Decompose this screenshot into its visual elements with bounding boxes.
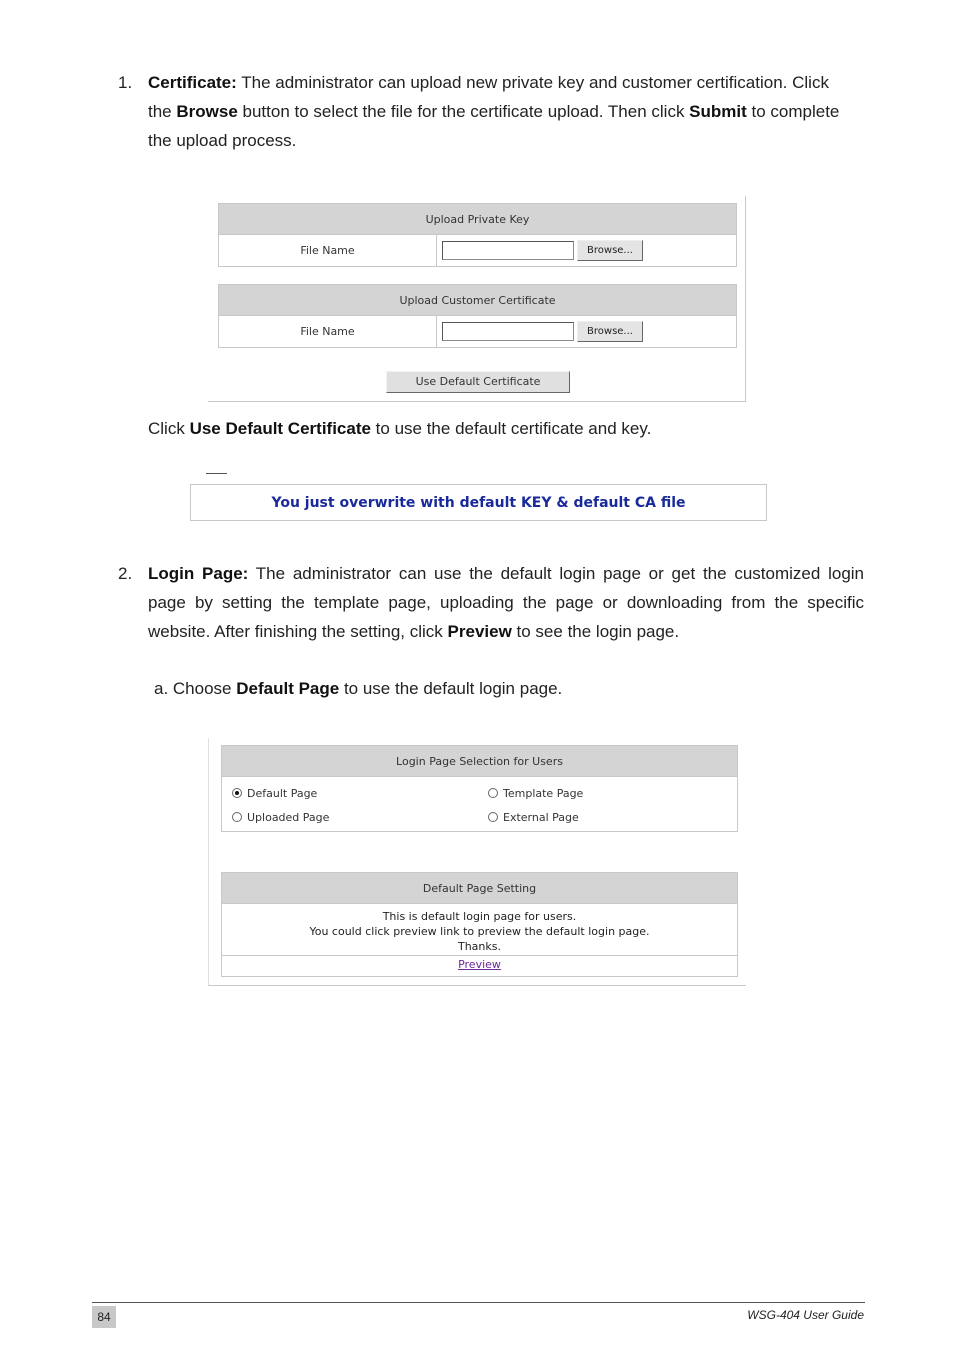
login-page-paragraph <box>148 559 864 646</box>
login-line-3 <box>148 617 864 646</box>
certificate-text-4: to complete <box>746 102 840 121</box>
upload-private-key-header: Upload Private Key <box>219 204 736 235</box>
default-page-setting-table <box>221 872 738 977</box>
login-page-lead: Login Page: <box>148 564 249 583</box>
login-text-1: The administrator can use the default login page or get the customized login <box>248 564 864 583</box>
default-page-radio[interactable] <box>232 788 242 798</box>
overwrite-decor-line <box>206 473 227 474</box>
certificate-text-1: The administrator can upload new private key and customer certification. Click <box>236 73 829 92</box>
sub-a-pre: a. Choose <box>154 679 237 698</box>
sub-a-post: to use the default login page. <box>339 679 563 698</box>
upload-customer-certificate-header: Upload Customer Certificate <box>219 285 736 316</box>
preview-link[interactable]: Preview <box>458 958 501 971</box>
private-key-browse-button[interactable]: Browse... <box>577 240 643 261</box>
uploaded-page-label: Uploaded Page <box>247 811 330 824</box>
default-cert-text-post: to use the default certificate and key. <box>370 419 652 438</box>
customer-certificate-browse-button[interactable]: Browse... <box>577 321 643 342</box>
private-key-file-label: File Name <box>219 235 437 266</box>
default-page-message-line-2: You could click preview link to preview the default login page. <box>309 925 650 938</box>
login-page-selection-table <box>221 745 738 832</box>
login-line-2: page by setting the template page, uploading the page or downloading from the specific <box>148 593 864 612</box>
default-page-message-line-1: This is default login page for users. <box>382 910 577 923</box>
default-page-message <box>222 909 737 954</box>
default-page-setting-header: Default Page Setting <box>222 873 737 904</box>
certificate-upload-screenshot <box>208 196 746 402</box>
template-page-radio[interactable] <box>488 788 498 798</box>
default-page-label: Default Page <box>247 787 318 800</box>
page-number: 84 <box>92 1306 116 1328</box>
preview-link-container <box>222 958 737 971</box>
certificate-lead: Certificate: <box>148 73 237 92</box>
customer-certificate-row <box>219 316 736 347</box>
login-text-4: to see the login page. <box>511 622 680 641</box>
customer-certificate-file-input[interactable] <box>442 322 574 341</box>
external-page-label: External Page <box>503 811 579 824</box>
submit-bold: Submit <box>689 102 747 121</box>
external-page-radio[interactable] <box>488 812 498 822</box>
preview-bold: Preview <box>447 622 512 641</box>
use-default-certificate-button[interactable]: Use Default Certificate <box>386 371 570 393</box>
upload-private-key-table <box>218 203 737 267</box>
sub-a-bold: Default Page <box>236 679 340 698</box>
login-page-screenshot <box>208 738 746 986</box>
login-line-1 <box>148 559 864 588</box>
certificate-line-3: the upload process. <box>148 131 297 150</box>
customer-certificate-file-label: File Name <box>219 316 437 347</box>
overwrite-message-box <box>190 484 767 521</box>
default-cert-text-pre: Click <box>148 419 190 438</box>
overwrite-message: You just overwrite with default KEY & default CA file <box>271 495 686 511</box>
preview-divider <box>222 955 737 956</box>
guide-title: WSG-404 User Guide <box>747 1308 864 1322</box>
default-cert-bold: Use Default Certificate <box>189 419 371 438</box>
list-number-1: 1. <box>118 73 133 92</box>
template-page-label: Template Page <box>503 787 584 800</box>
certificate-line-1 <box>148 68 864 97</box>
login-text-3: website. After finishing the setting, click <box>148 622 448 641</box>
sub-item-a <box>154 674 854 703</box>
default-certificate-paragraph <box>148 414 864 443</box>
list-number-2: 2. <box>118 564 133 583</box>
default-page-message-line-3: Thanks. <box>457 940 501 953</box>
certificate-text-3: button to select the file for the certificate upload. Then click <box>237 102 690 121</box>
upload-customer-certificate-table <box>218 284 737 348</box>
browse-bold: Browse <box>176 102 238 121</box>
certificate-paragraph <box>148 68 864 155</box>
login-page-selection-header: Login Page Selection for Users <box>222 746 737 777</box>
private-key-row <box>219 235 736 266</box>
footer-divider <box>92 1302 865 1303</box>
certificate-text-2: the <box>148 102 177 121</box>
private-key-file-input[interactable] <box>442 241 574 260</box>
uploaded-page-radio[interactable] <box>232 812 242 822</box>
certificate-line-2 <box>148 97 864 126</box>
